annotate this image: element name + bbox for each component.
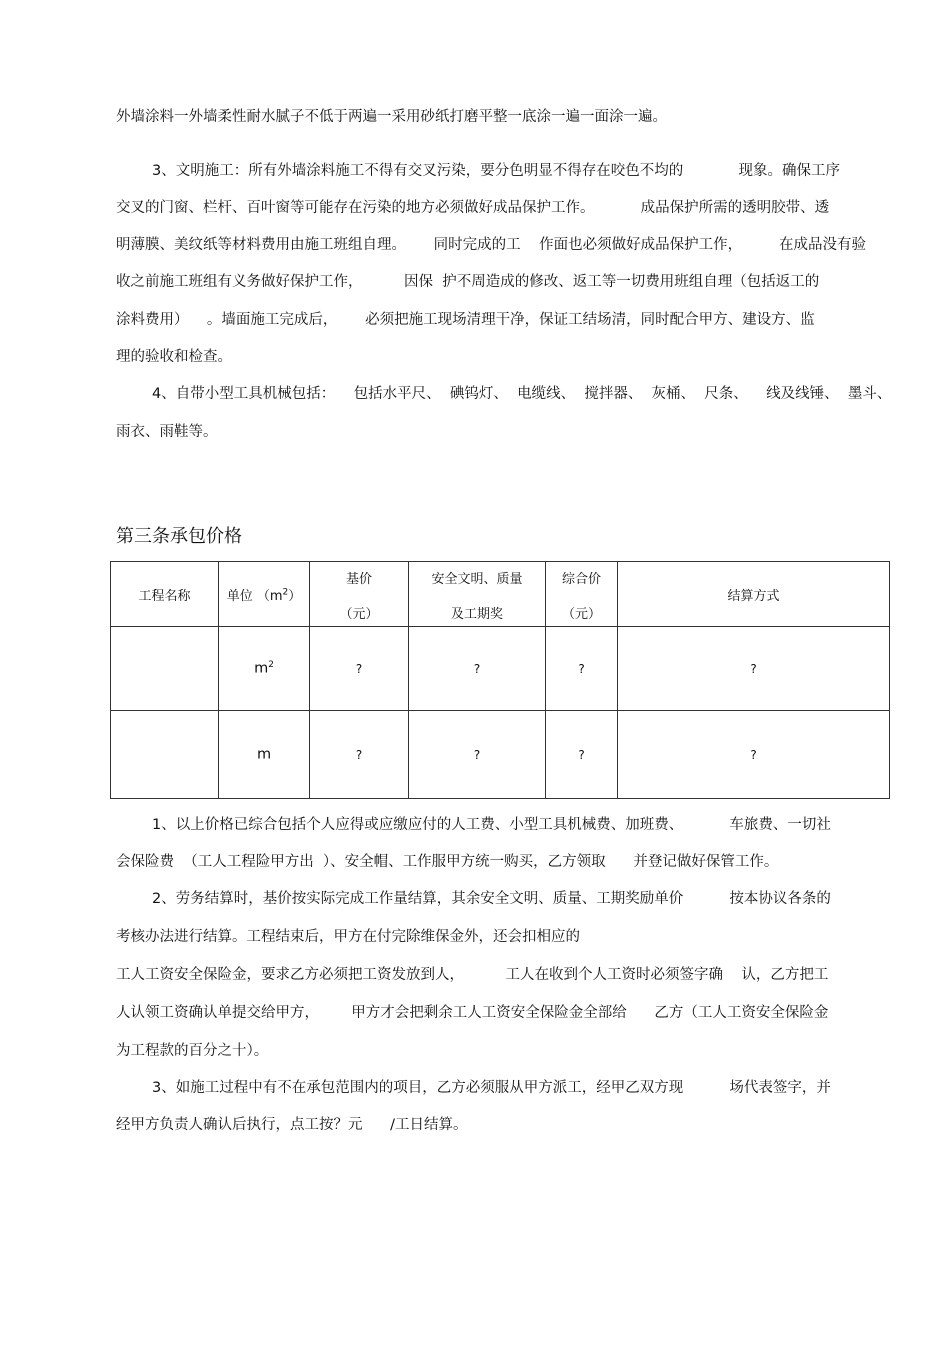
cell-safety: ? [409, 711, 546, 799]
paragraph-line: 明薄膜、美纹纸等材料费用由施工班组自理。 同时完成的工 作面也必须做好成品保护工作， 在成品没有验 [116, 237, 866, 253]
header-base-price: 基价 （元） [310, 562, 409, 627]
cell-base: ? [310, 711, 409, 799]
cell-settlement: ? [618, 711, 890, 799]
paragraph-line: 1、以上价格已综合包括个人应得或应缴应付的人工费、小型工具机械费、加班费、 车旅费、一切社 [152, 817, 831, 833]
table-row [111, 711, 890, 799]
paragraph-line: 3、文明施工：所有外墙涂料施工不得有交叉污染，要分色明显不得存在咬色不均的 现象。确保工序 [152, 163, 841, 179]
cell-unit: $m^2$ [219, 627, 310, 711]
header-safety-bonus: 安全文明、质量 及工期奖 [409, 562, 546, 627]
table-row [111, 627, 890, 711]
paragraph-line: 3、如施工过程中有不在承包范围内的项目，乙方必须服从甲方派工，经甲乙双方现 场代表签字，并 [152, 1080, 831, 1096]
paragraph-line: 收之前施工班组有义务做好保护工作， 因保 护不周造成的修改、返工等一切费用班组自理（包括返工的 [116, 274, 820, 290]
paragraph-line: 4、自带小型工具机械包括： 包括水平尺、 碘钨灯、 电缆线、 搅拌器、 灰桶、 尺条、 线及线锤、 墨斗、 [152, 386, 892, 402]
cell-base: ? [310, 627, 409, 711]
header-project-name: 工程名称 [111, 562, 219, 627]
paragraph-line: 会保险费 （工人工程险甲方出 ）、安全帽、工作服甲方统一购买，乙方领取 并登记做好保管工作。 [116, 854, 779, 870]
header-settlement: 结算方式 [618, 562, 890, 627]
cell-unit: m [219, 711, 310, 799]
paragraph-line: 涂料费用） 。墙面施工完成后， 必须把施工现场清理干净，保证工结场清，同时配合甲方、建设方、监 [116, 312, 815, 328]
paragraph-line: 外墙涂料一外墙柔性耐水腻子不低于两遍一采用砂纸打磨平整一底涂一遍一面涂一遍。 [116, 109, 667, 125]
paragraph-line: 经甲方负责人确认后执行，点工按？元 /工日结算。 [116, 1117, 468, 1133]
section-heading: 第三条承包价格 [116, 526, 242, 547]
cell-total: ? [546, 711, 618, 799]
cell-settlement: ? [618, 627, 890, 711]
price-table [110, 561, 890, 799]
cell-safety: ? [409, 627, 546, 711]
cell-name [111, 627, 219, 711]
paragraph-line: 人认领工资确认单提交给甲方， 甲方才会把剩余工人工资安全保险金全部给 乙方（工人工资安全保险金 [116, 1005, 829, 1021]
cell-name [111, 711, 219, 799]
header-total-price: 综合价 （元） [546, 562, 618, 627]
paragraph-line: 交叉的门窗、栏杆、百叶窗等可能存在污染的地方必须做好成品保护工作。 成品保护所需的透明胶带、透 [116, 200, 830, 216]
paragraph-line: 2、劳务结算时，基价按实际完成工作量结算，其余安全文明、质量、工期奖励单价 按本协议各条的 [152, 891, 831, 907]
cell-total: ? [546, 627, 618, 711]
table-header-row [111, 562, 890, 627]
paragraph-line: 为工程款的百分之十）。 [116, 1043, 269, 1059]
header-unit: 单位 $(m^2)$ [219, 562, 310, 627]
paragraph-line: 雨衣、雨鞋等。 [116, 424, 218, 440]
paragraph-line: 考核办法进行结算。工程结束后，甲方在付完除维保金外，还会扣相应的 [116, 929, 580, 945]
paragraph-line: 工人工资安全保险金，要求乙方必须把工资发放到人， 工人在收到个人工资时必须签字确 认，乙方把工 [116, 967, 829, 983]
paragraph-line: 理的验收和检查。 [116, 349, 232, 365]
